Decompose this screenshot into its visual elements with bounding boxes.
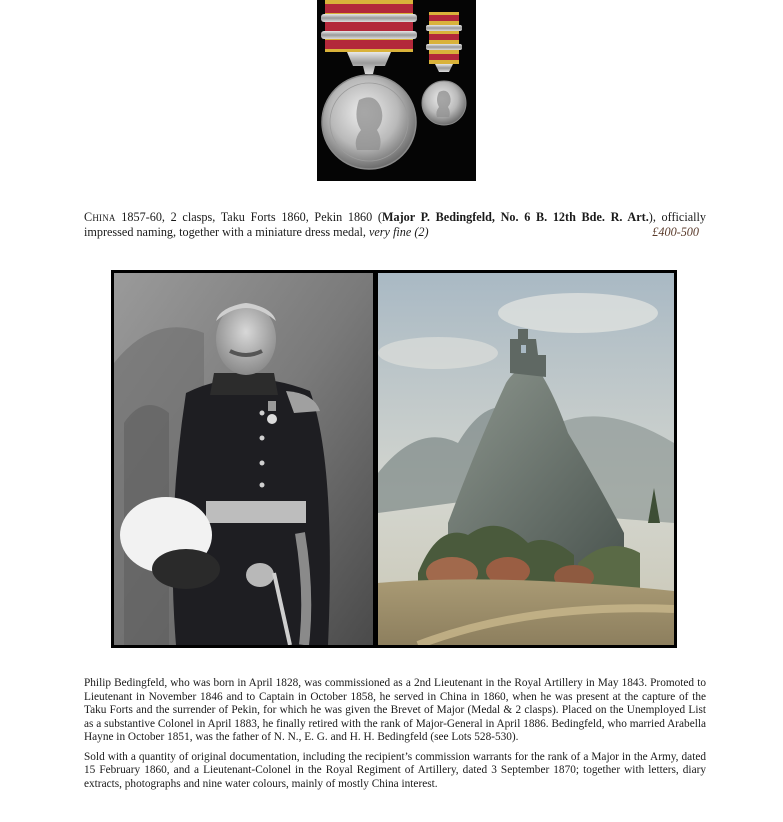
- lot-campaign: China: [84, 210, 116, 224]
- portrait-photo: [114, 273, 373, 645]
- lot-description-part-1: 1857-60, 2 clasps, Taku Forts 1860, Pekin 1860 (: [115, 210, 382, 224]
- miniature-medal-ribbon: [426, 12, 462, 64]
- lot-condition: very fine (2): [368, 224, 429, 239]
- watercolour-painting: [378, 273, 674, 645]
- lot-recipient-naming: Major P. Bedingfeld, No. 6 B. 12th Bde. R. Art.: [381, 210, 649, 224]
- lot-estimate: £400-500: [652, 224, 699, 239]
- images-panel: [111, 270, 677, 648]
- biography-paragraph-1: Philip Bedingfeld, who was born in April 1828, was commissioned as a 2nd Lieutenant in the Royal Artillery in May 1843. Promoted to Lieutenant in November 1846 and to Captain in October 1858, he served in China in 1860, when he was present at the capture of the Taku Forts and the surrender of Pekin, for which he was given the Brevet of Major (Medal & 2 clasps). Placed on the Unemployed List as a substantive Colonel in April 1883, he finally retired with the rank of Major-General in April 1886. Bedingfeld, who married Arabella Hayne in October 1851, was the father of N. N., E. G. and H. H. Bedingfeld (see Lots 528-530).: [84, 677, 706, 743]
- lot-description: [84, 210, 706, 239]
- biography: [84, 677, 706, 797]
- lot-description-part-2: ), officially impressed naming, together with a miniature dress medal,: [84, 210, 706, 239]
- medal-photo: [317, 0, 476, 181]
- biography-paragraph-2: Sold with a quantity of original documentation, including the recipient’s commission warrants for the rank of a Major in the Army, dated 15 February 1860, and a Lieutenant-Colonel in the Royal Regiment of Artillery, dated 3 September 1870; together with letters, diary extracts, photographs and nine water colours, mainly of mostly China interest.: [84, 750, 706, 790]
- large-medal-ribbon: [321, 0, 417, 52]
